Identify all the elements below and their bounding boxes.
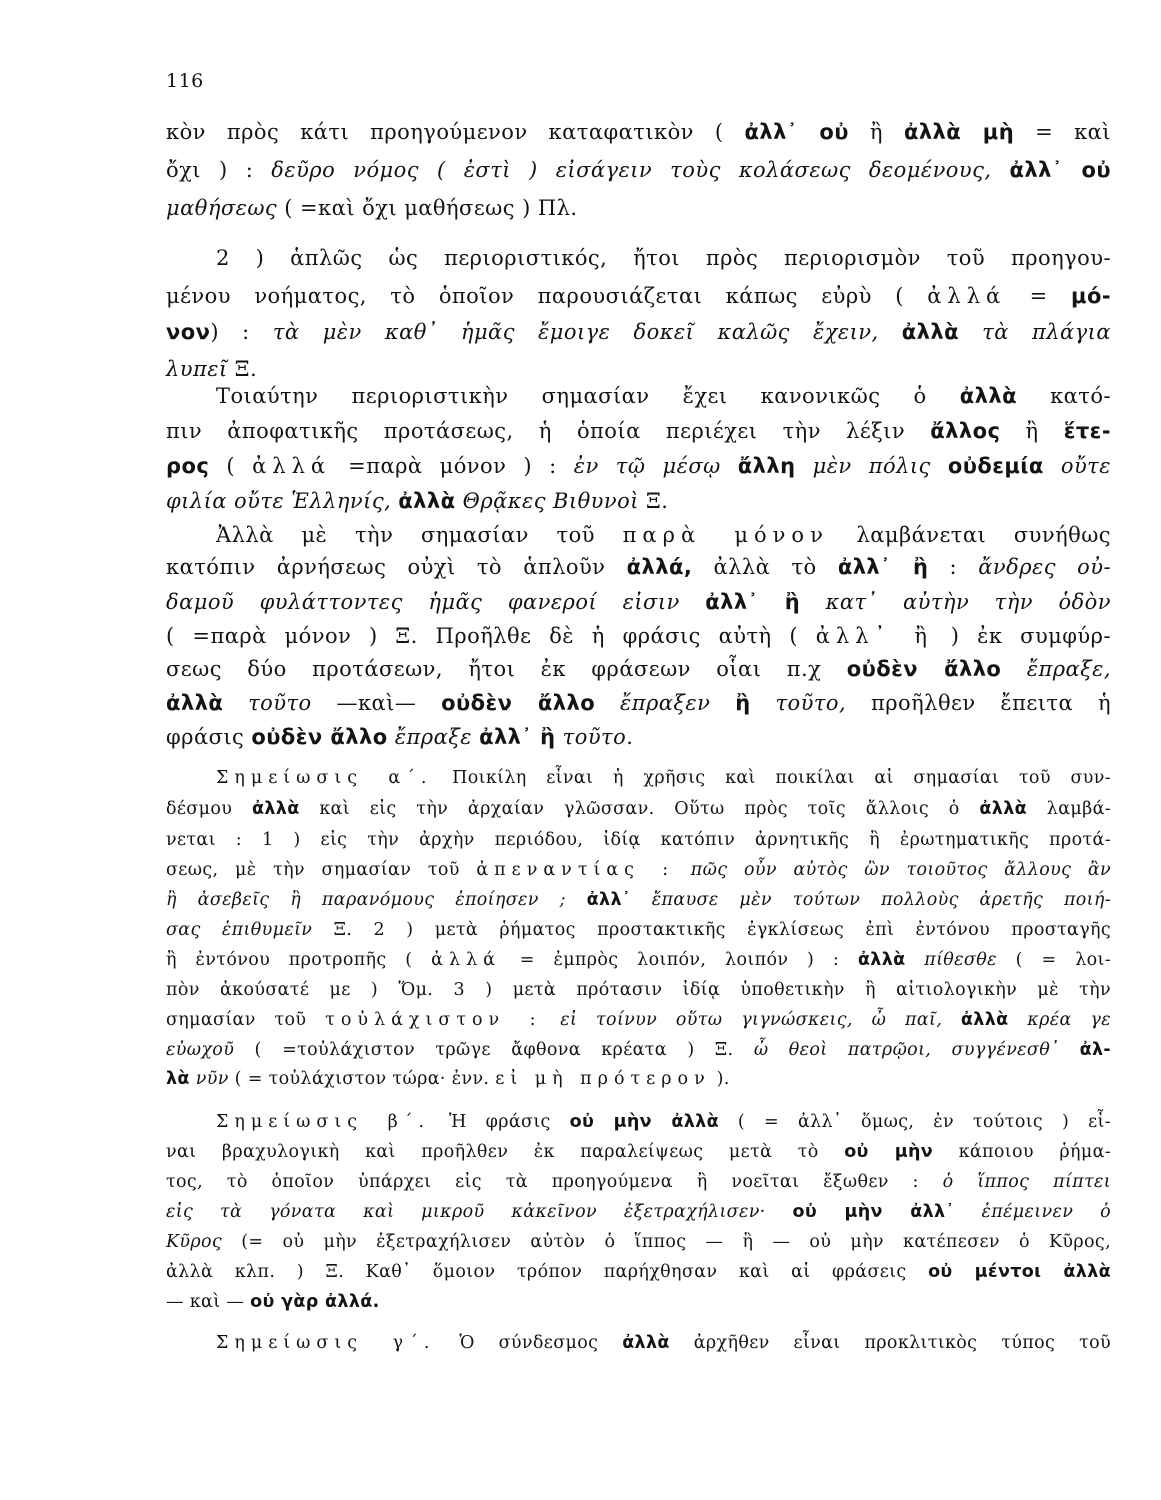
text-run: νον [166,320,211,344]
text-run: ) : [210,320,273,344]
text-run: νῦν [189,1069,229,1089]
text-run: προῆλθεν ἔπειτα ἡ [846,691,1112,715]
text-run: ἢ ἀσεβεῖς ἢ παρανόμους ἐποίησεν ; [166,890,587,910]
text-line [166,555,1111,579]
note-line [166,1232,1111,1252]
text-line [166,384,1111,408]
text-run: κὸν πρὸς κάτι προηγούμενον καταφατικὸν ( [166,120,745,144]
note-line [166,768,1111,788]
text-run: ) ἐκ συμφύρ- [932,624,1111,648]
text-run: κρέα γε [1008,1010,1111,1030]
text-run: Σημείωσις α΄. [216,768,433,788]
text-run: οὔτε [1043,454,1111,478]
text-run: ἄλλη [737,454,796,478]
text-run: εἰς τὰ γόνατα καὶ μικροῦ κἀκεῖνον ἐξετραχήλισεν· [166,1202,793,1222]
text-line [166,523,1111,547]
text-run: ἔπραξεν [595,691,736,715]
note-line [166,1333,1111,1353]
text-run: ἀλλὰ [398,489,456,513]
text-run: ἔπαυσε μὲν τούτων πολλοὺς ἀρετῆς ποιή- [630,890,1111,910]
text-run: ἀλλ᾽ ἢ [815,624,933,648]
text-run: — καὶ — [166,1292,251,1312]
text-run: κατόπιν ἀρνήσεως οὐχὶ τὸ ἁπλοῦν [166,555,627,579]
text-run: = [1006,284,1072,308]
text-run: Θρᾷκες Βιθυνοὶ [455,489,639,513]
text-line [166,120,1111,144]
text-run: ρος [166,454,210,478]
text-run: ἀλλ᾽ ἢ [837,555,929,579]
note-line [166,890,1111,910]
text-line [166,284,1111,308]
text-run: ἢ ἐντόνου προτροπῆς ( [166,950,432,970]
text-run: οὐ μὴν [844,1142,934,1162]
text-run: ἀλλά, [626,555,693,579]
text-run: = καὶ [1014,120,1111,144]
text-run: μαθήσεως [166,196,278,220]
text-run: πιν ἀποφατικῆς προτάσεως, ἡ ὁποία περιέχει τὴν λέξιν [166,419,931,443]
note-line [166,1262,1111,1282]
text-line [166,454,1111,478]
text-run: σεως, μὲ τὴν σημασίαν τοῦ [166,860,477,880]
text-run: ἀπεναντίας : [476,860,675,880]
text-run: πῶς οὖν αὐτὸς ὢν τοιοῦτος ἄλλους ἂν [674,860,1111,880]
text-run: τος, τὸ ὁποῖον ὑπάρχει εἰς τὰ προηγούμενα ἢ νοεῖται ἔξωθεν : [166,1172,943,1192]
text-run: ἀλλ᾽ ἢ [479,725,556,749]
text-run: ἢ [735,691,751,715]
text-run: (= οὐ μὴν ἐξετραχήλισεν αὐτὸν ὁ ἵππος — ἢ — οὐ μὴν κατέπεσεν ὁ Κῦρος, [222,1232,1111,1252]
text-run: εἰ μὴ πρότερον [495,1069,711,1089]
text-run: Ποικίλη εἶναι ἡ χρῆσις καὶ ποικίλαι αἱ σημασίαι τοῦ συν- [432,768,1111,788]
text-run: οὐδὲν ἄλλο [441,691,596,715]
text-run: ( [209,454,253,478]
text-run: μὲν πόλις [795,454,948,478]
text-line [166,657,1111,681]
text-run: = ἐμπρὸς λοιπόν, λοιπόν ) : [501,950,858,970]
note-line [166,1069,1111,1089]
text-run: Ξ. [638,489,669,513]
text-run: καὶ εἰς τὴν ἀρχαίαν γλῶσσαν. Οὕτω πρὸς τοῖς ἄλλοις ὁ [299,799,980,819]
text-run: φιλία οὔτε Ἑλληνίς, [166,489,399,513]
text-run: οὐδεμία [947,454,1044,478]
text-run: οὐδὲν ἄλλο [846,657,1002,681]
text-line [166,624,1111,648]
text-run: τοὐλάχιστον : [325,1010,542,1030]
text-run: σεως δύο προτάσεων, ἤτοι ἐκ φράσεων οἷαι π.χ [166,657,847,681]
text-run: ἀλλὰ [960,1010,1009,1030]
text-run: 2 ) ἁπλῶς ὡς περιοριστικός, ἤτοι πρὸς περιορισμὸν τοῦ προηγου- [216,246,1111,270]
text-run: μό- [1071,284,1111,308]
text-run: Ξ. [227,357,258,381]
text-run: ἄλλος [930,419,1001,443]
text-run: Τοιαύτην περιοριστικὴν σημασίαν ἔχει κανονικῶς ὁ [216,384,960,408]
text-run: ἀλλὰ κλπ. ) Ξ. Καθ᾽ ὅμοιον τρόπον παρήχθησαν καὶ αἱ φράσεις [166,1262,929,1282]
text-run: κατ᾽ αὐτὴν τὴν ὁδὸν [800,590,1111,614]
text-run: ἕτε- [1063,419,1111,443]
text-run: ἀλ- [1079,1040,1111,1060]
text-run: δέσμου [166,799,252,819]
text-run: ἀλλὰ [959,384,1017,408]
note-line [166,830,1111,850]
text-run: ἀλλ᾽ ἢ [705,590,801,614]
text-run: μένου νοήματος, τὸ ὁποῖον παρουσιάζεται κάπως εὐρὺ ( [166,284,928,308]
note-line [166,1292,1111,1312]
note-line [166,1202,1111,1222]
page-number: 116 [166,70,204,92]
text-run: ἐπέμεινεν ὁ [954,1202,1111,1222]
text-run: ἀλλὰ [979,799,1028,819]
text-run: ὄχι ) : [166,158,272,182]
text-run: ἀλλὰ μὴ [903,120,1015,144]
text-run: νεται : 1 ) εἰς τὴν ἀρχὴν περιόδου, ἰδίᾳ κατόπιν ἀρνητικῆς ἢ ἐρωτηματικῆς προτά- [166,830,1111,850]
text-run: λὰ [166,1069,190,1089]
note-line [166,1040,1111,1060]
text-run: τοῦτο. [555,725,634,749]
text-run: δαμοῦ φυλάττοντες ἡμᾶς φανεροί εἰσιν [166,590,706,614]
text-run: ἀλλ᾽ οὐ [744,120,849,144]
text-run: ἀρχῆθεν εἶναι προκλιτικὸς τύπος τοῦ [669,1333,1111,1353]
text-run: =παρὰ μόνον ) : [331,454,574,478]
text-run: εὐωχοῦ [166,1040,235,1060]
text-run: ἀλλὰ τὸ [692,555,838,579]
text-run: ( = ἀλλ᾽ ὅμως, ἐν τούτοις ) εἶ- [718,1112,1111,1132]
text-run: οὐ μέντοι ἀλλὰ [928,1262,1111,1282]
text-run: ὁ ἵππος πίπτει [942,1172,1111,1192]
text-line [166,246,1111,270]
text-run: οὐ γὰρ ἀλλά. [250,1292,380,1312]
text-run: ἀλλ᾽ οὐ [1009,158,1112,182]
text-run: ἀλλά [252,454,332,478]
text-run: πὸν ἀκούσατέ με ) Ὅμ. 3 ) μετὰ πρότασιν ἰδίᾳ ὑποθετικὴν ἢ αἰτιολογικὴν μὲ τὴν [166,980,1111,1000]
note-line [166,1010,1111,1030]
text-run: Ὁ σύνδεσμος [435,1333,623,1353]
text-run: τοῦτο, [750,691,847,715]
text-run: σας ἐπιθυμεῖν [166,920,313,940]
text-line [166,489,1111,513]
text-run: ἄνδρες οὐ- [978,555,1112,579]
note-line [166,950,1111,970]
text-run: ( =καὶ ὄχι μαθήσεως ) Πλ. [277,196,578,220]
text-run: ἀλλὰ [857,950,906,970]
text-run: ἀλλὰ [622,1333,670,1353]
text-run: φράσις [166,725,252,749]
text-run: Σημείωσις γ΄. [216,1333,436,1353]
text-run: ἢ [848,120,904,144]
text-run: δεῦρο νόμος ( ἐστὶ ) εἰσάγειν τοὺς κολάσεως δεομένους, [271,158,1010,182]
text-run: Ἀλλὰ μὲ τὴν σημασίαν τοῦ [216,523,623,547]
text-run: λυπεῖ [166,357,228,381]
text-run: ( = τοὐλάχιστον τώρα· ἐνν. [228,1069,496,1089]
text-run: τοῦτο [223,691,312,715]
text-line [166,357,1111,381]
text-line [166,725,1111,749]
text-run: ἀλλὰ [251,799,300,819]
text-run: ἀλλὰ [901,320,960,344]
text-run: παρὰ μόνον [622,523,829,547]
text-line [166,196,1111,220]
text-run: —καὶ— [311,691,442,715]
text-line [166,158,1111,182]
text-run: ( =τοὐλάχιστον τρῶγε ἄφθονα κρέατα ) Ξ. [234,1040,754,1060]
text-run: ( =παρὰ μόνον ) Ξ. Προῆλθε δὲ ἡ φράσις αὐτὴ ( [166,624,816,648]
text-run: εἰ τοίνυν οὕτω γιγνώσκεις, ὦ παῖ, [541,1010,961,1030]
text-run: ὦ θεοὶ πατρῷοι, συγγένεσθ᾽ [753,1040,1080,1060]
note-line [166,980,1111,1000]
note-line [166,1172,1111,1192]
text-run: ἀλλ᾽ [586,890,631,910]
text-line [166,691,1111,715]
text-run: ἐν τῷ μέσῳ [573,454,738,478]
text-run: ( = λοι- [996,950,1112,970]
note-line [166,799,1111,819]
text-run: Ἡ φράσις [430,1112,570,1132]
text-run: λαμβάνεται συνήθως [828,523,1111,547]
text-run: τὰ πλάγια [959,320,1111,344]
text-run: οὐ μὴν ἀλλ᾽ [792,1202,955,1222]
text-line [166,419,1111,443]
text-run: Κῦρος [166,1232,223,1252]
text-run: ἢ [1000,419,1064,443]
text-run: : [928,555,979,579]
text-run: ἀλλά [927,284,1007,308]
text-run: ἔπραξε [387,725,480,749]
note-line [166,920,1111,940]
text-run: ἀλλά [431,950,501,970]
text-run: Σημείωσις β΄. [216,1112,431,1132]
text-line [166,590,1111,614]
text-run: ἔπραξε, [1001,657,1111,681]
text-run: ἀλλὰ [166,691,224,715]
text-run: κατό- [1016,384,1111,408]
text-run: ναι βραχυλογικὴ καὶ προῆλθεν ἐκ παραλείψεως μετὰ τὸ [166,1142,845,1162]
note-line [166,1112,1111,1132]
text-run: ). [710,1069,730,1089]
text-run: πίθεσθε [905,950,997,970]
text-run: σημασίαν τοῦ [166,1010,326,1030]
text-run: λαμβά- [1027,799,1112,819]
text-run: οὐ μὴν ἀλλὰ [569,1112,719,1132]
note-line [166,1142,1111,1162]
text-run: κάποιου ῥήμα- [933,1142,1112,1162]
note-line [166,860,1111,880]
text-run: Ξ. 2 ) μετὰ ῥήματος προστακτικῆς ἐγκλίσεως ἐπὶ ἐντόνου προσταγῆς [312,920,1112,940]
text-line [166,320,1111,344]
text-run: τὰ μὲν καθ᾽ ἡμᾶς ἔμοιγε δοκεῖ καλῶς ἔχειν, [272,320,902,344]
text-run: οὐδὲν ἄλλο [251,725,388,749]
